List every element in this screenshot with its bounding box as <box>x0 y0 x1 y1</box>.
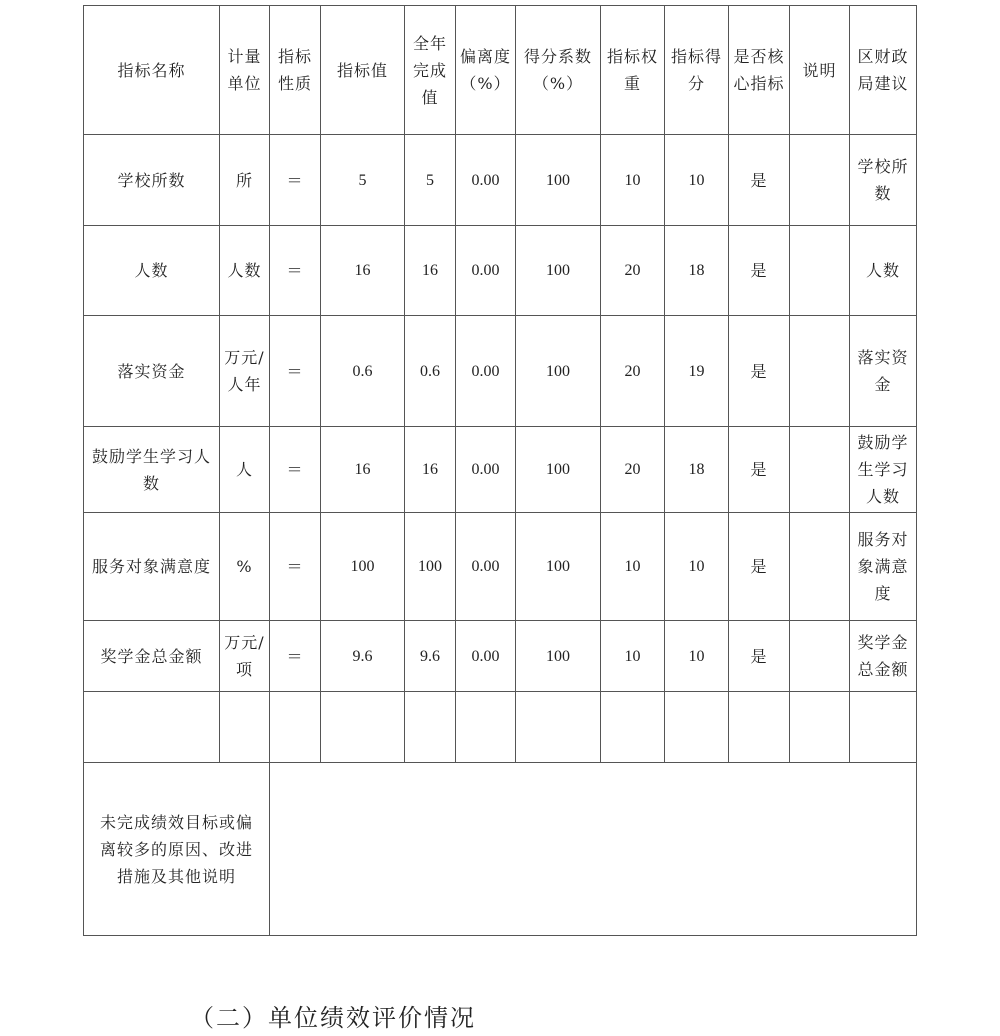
cell-score: 10 <box>665 513 729 621</box>
cell-core-indicator: 是 <box>729 621 790 692</box>
cell-score-coefficient: 100 <box>516 513 601 621</box>
cell-target-value: 5 <box>321 135 405 226</box>
empty-cell <box>456 692 516 763</box>
cell-actual-value: 16 <box>405 226 456 316</box>
cell-deviation: 0.00 <box>456 513 516 621</box>
cell-remark <box>790 226 850 316</box>
cell-score-coefficient: 100 <box>516 135 601 226</box>
notes-label: 未完成绩效目标或偏离较多的原因、改进措施及其他说明 <box>99 812 253 886</box>
table-row <box>84 621 917 692</box>
cell-unit: 万元/人年 <box>220 316 270 427</box>
notes-label-cell <box>84 763 270 936</box>
cell-indicator-name: 奖学金总金额 <box>84 621 220 692</box>
empty-cell <box>405 692 456 763</box>
notes-row <box>84 763 917 936</box>
table-row <box>84 427 917 513</box>
cell-actual-value: 100 <box>405 513 456 621</box>
empty-cell <box>850 692 917 763</box>
table-header-row <box>84 6 917 135</box>
table-row <box>84 316 917 427</box>
cell-core-indicator: 是 <box>729 427 790 513</box>
header-remark: 说明 <box>790 6 850 135</box>
cell-actual-value: 16 <box>405 427 456 513</box>
cell-target-value: 9.6 <box>321 621 405 692</box>
cell-score-coefficient: 100 <box>516 226 601 316</box>
cell-deviation: 0.00 <box>456 316 516 427</box>
cell-target-value: 100 <box>321 513 405 621</box>
cell-weight: 20 <box>601 226 665 316</box>
cell-unit: % <box>220 513 270 621</box>
header-nature: 指标性质 <box>270 6 321 135</box>
empty-cell <box>729 692 790 763</box>
header-finance-comment: 区财政局建议 <box>850 6 917 135</box>
cell-core-indicator: 是 <box>729 316 790 427</box>
empty-cell <box>601 692 665 763</box>
cell-target-value: 16 <box>321 427 405 513</box>
header-weight: 指标权重 <box>601 6 665 135</box>
section-heading: （二）单位绩效评价情况 <box>190 1004 476 1032</box>
cell-deviation: 0.00 <box>456 621 516 692</box>
cell-unit: 人数 <box>220 226 270 316</box>
cell-weight: 10 <box>601 513 665 621</box>
cell-nature: ＝ <box>270 513 321 621</box>
cell-nature: ＝ <box>270 427 321 513</box>
cell-weight: 10 <box>601 135 665 226</box>
header-score: 指标得分 <box>665 6 729 135</box>
cell-indicator-name: 落实资金 <box>84 316 220 427</box>
cell-remark <box>790 513 850 621</box>
table-row <box>84 226 917 316</box>
cell-unit: 万元/项 <box>220 621 270 692</box>
cell-weight: 20 <box>601 316 665 427</box>
cell-indicator-name: 鼓励学生学习人数 <box>84 427 220 513</box>
cell-core-indicator: 是 <box>729 226 790 316</box>
performance-table-container <box>83 5 916 936</box>
empty-cell <box>84 692 220 763</box>
cell-deviation: 0.00 <box>456 226 516 316</box>
cell-score-coefficient: 100 <box>516 427 601 513</box>
cell-actual-value: 0.6 <box>405 316 456 427</box>
cell-remark <box>790 427 850 513</box>
cell-target-value: 0.6 <box>321 316 405 427</box>
cell-remark <box>790 135 850 226</box>
notes-value-cell <box>270 763 917 936</box>
empty-cell <box>665 692 729 763</box>
header-target-value: 指标值 <box>321 6 405 135</box>
cell-remark <box>790 316 850 427</box>
cell-core-indicator: 是 <box>729 513 790 621</box>
cell-core-indicator: 是 <box>729 135 790 226</box>
cell-finance-comment: 奖学金总金额 <box>850 621 917 692</box>
cell-actual-value: 5 <box>405 135 456 226</box>
cell-finance-comment: 鼓励学生学习人数 <box>850 427 917 513</box>
cell-unit: 所 <box>220 135 270 226</box>
cell-indicator-name: 学校所数 <box>84 135 220 226</box>
cell-finance-comment: 落实资金 <box>850 316 917 427</box>
empty-table-row <box>84 692 917 763</box>
cell-score: 10 <box>665 621 729 692</box>
cell-indicator-name: 服务对象满意度 <box>84 513 220 621</box>
empty-cell <box>270 692 321 763</box>
cell-nature: ＝ <box>270 621 321 692</box>
cell-score: 10 <box>665 135 729 226</box>
empty-cell <box>321 692 405 763</box>
cell-remark <box>790 621 850 692</box>
cell-nature: ＝ <box>270 135 321 226</box>
cell-finance-comment: 学校所数 <box>850 135 917 226</box>
header-deviation: 偏离度（%） <box>456 6 516 135</box>
cell-target-value: 16 <box>321 226 405 316</box>
cell-nature: ＝ <box>270 316 321 427</box>
header-score-coefficient: 得分系数（%） <box>516 6 601 135</box>
performance-indicator-table <box>83 5 917 936</box>
empty-cell <box>790 692 850 763</box>
header-actual-value: 全年完成值 <box>405 6 456 135</box>
header-indicator-name: 指标名称 <box>84 6 220 135</box>
cell-score: 19 <box>665 316 729 427</box>
header-unit: 计量单位 <box>220 6 270 135</box>
cell-deviation: 0.00 <box>456 135 516 226</box>
cell-score: 18 <box>665 427 729 513</box>
cell-weight: 20 <box>601 427 665 513</box>
cell-nature: ＝ <box>270 226 321 316</box>
cell-unit: 人 <box>220 427 270 513</box>
cell-weight: 10 <box>601 621 665 692</box>
cell-score: 18 <box>665 226 729 316</box>
table-row <box>84 513 917 621</box>
cell-indicator-name: 人数 <box>84 226 220 316</box>
cell-finance-comment: 人数 <box>850 226 917 316</box>
empty-cell <box>220 692 270 763</box>
cell-score-coefficient: 100 <box>516 316 601 427</box>
header-core-indicator: 是否核心指标 <box>729 6 790 135</box>
cell-score-coefficient: 100 <box>516 621 601 692</box>
cell-finance-comment: 服务对象满意度 <box>850 513 917 621</box>
empty-cell <box>516 692 601 763</box>
cell-actual-value: 9.6 <box>405 621 456 692</box>
table-row <box>84 135 917 226</box>
cell-deviation: 0.00 <box>456 427 516 513</box>
